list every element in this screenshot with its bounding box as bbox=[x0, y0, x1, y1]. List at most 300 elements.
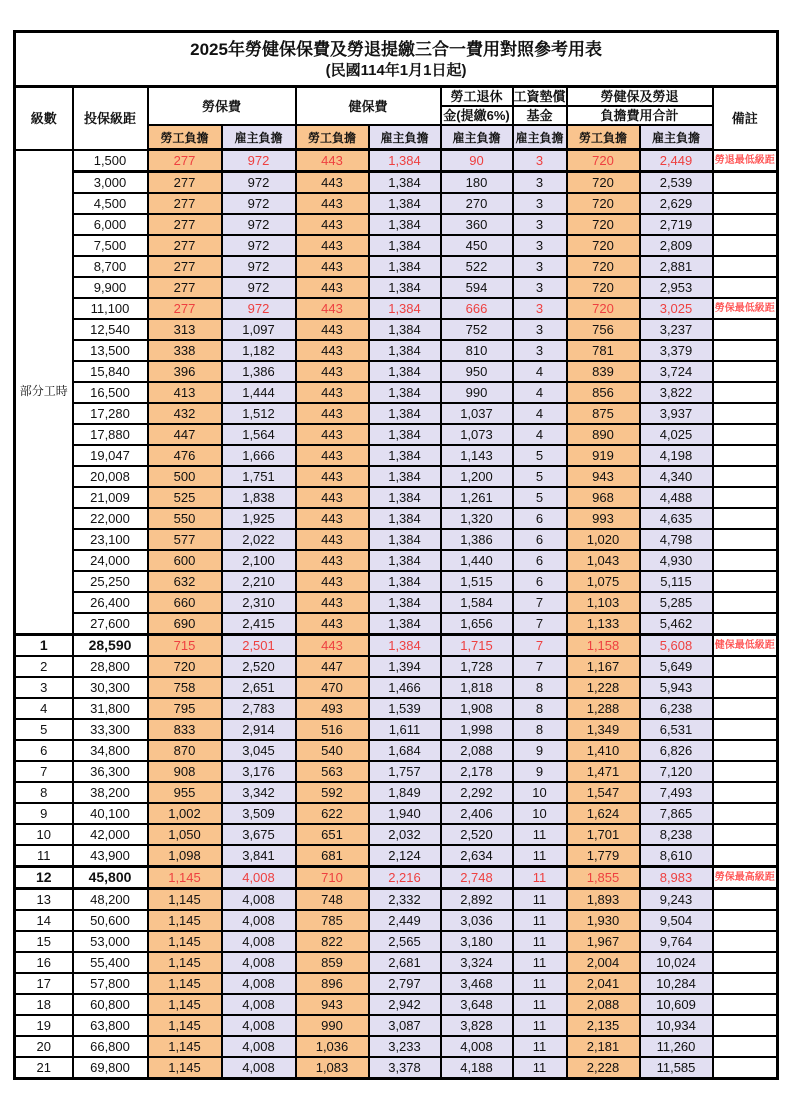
note-cell bbox=[713, 677, 778, 698]
value-cell: 443 bbox=[296, 319, 369, 340]
value-cell: 1,320 bbox=[441, 508, 513, 529]
value-cell: 1,410 bbox=[567, 740, 640, 761]
value-cell: 1,384 bbox=[369, 172, 441, 194]
value-cell: 810 bbox=[441, 340, 513, 361]
value-cell: 1,394 bbox=[369, 656, 441, 677]
value-cell: 1,666 bbox=[222, 445, 296, 466]
value-cell: 1,037 bbox=[441, 403, 513, 424]
value-cell: 4,008 bbox=[222, 931, 296, 952]
note-cell bbox=[713, 256, 778, 277]
value-cell: 11 bbox=[513, 845, 567, 867]
value-cell: 3,237 bbox=[640, 319, 713, 340]
value-cell: 4,198 bbox=[640, 445, 713, 466]
level-cell: 12 bbox=[15, 867, 73, 889]
value-cell: 720 bbox=[567, 193, 640, 214]
value-cell: 993 bbox=[567, 508, 640, 529]
note-cell bbox=[713, 487, 778, 508]
subheader-labor-employee: 勞工負擔 bbox=[148, 125, 222, 150]
value-cell: 443 bbox=[296, 445, 369, 466]
value-cell: 3,180 bbox=[441, 931, 513, 952]
value-cell: 1,075 bbox=[567, 571, 640, 592]
value-cell: 1,349 bbox=[567, 719, 640, 740]
table-row bbox=[15, 761, 778, 782]
value-cell: 443 bbox=[296, 508, 369, 529]
note-cell bbox=[713, 824, 778, 845]
value-cell: 277 bbox=[148, 256, 222, 277]
level-cell: 4 bbox=[15, 698, 73, 719]
note-cell bbox=[713, 613, 778, 635]
value-cell: 1,701 bbox=[567, 824, 640, 845]
value-cell: 4 bbox=[513, 424, 567, 445]
value-cell: 1,002 bbox=[148, 803, 222, 824]
value-cell: 2,953 bbox=[640, 277, 713, 298]
value-cell: 516 bbox=[296, 719, 369, 740]
value-cell: 6 bbox=[513, 571, 567, 592]
value-cell: 1,384 bbox=[369, 508, 441, 529]
value-cell: 90 bbox=[441, 150, 513, 172]
value-cell: 2,100 bbox=[222, 550, 296, 571]
value-cell: 972 bbox=[222, 172, 296, 194]
value-cell: 270 bbox=[441, 193, 513, 214]
value-cell: 2,748 bbox=[441, 867, 513, 889]
value-cell: 1,384 bbox=[369, 193, 441, 214]
subheader-retirement-employer: 雇主負擔 bbox=[441, 125, 513, 150]
value-cell: 720 bbox=[567, 172, 640, 194]
subheader-health-employer: 雇主負擔 bbox=[369, 125, 441, 150]
value-cell: 360 bbox=[441, 214, 513, 235]
value-cell: 1,384 bbox=[369, 235, 441, 256]
value-cell: 720 bbox=[567, 214, 640, 235]
value-cell: 2,719 bbox=[640, 214, 713, 235]
value-cell: 4,008 bbox=[222, 1057, 296, 1079]
value-cell: 11 bbox=[513, 910, 567, 931]
value-cell: 11 bbox=[513, 1036, 567, 1057]
table-row bbox=[15, 782, 778, 803]
value-cell: 7 bbox=[513, 635, 567, 657]
note-cell bbox=[713, 952, 778, 973]
note-cell bbox=[713, 403, 778, 424]
value-cell: 443 bbox=[296, 256, 369, 277]
table-row bbox=[15, 973, 778, 994]
value-cell: 2,210 bbox=[222, 571, 296, 592]
value-cell: 972 bbox=[222, 256, 296, 277]
value-cell: 3 bbox=[513, 256, 567, 277]
value-cell: 1,539 bbox=[369, 698, 441, 719]
value-cell: 720 bbox=[148, 656, 222, 677]
table-row bbox=[15, 910, 778, 931]
note-cell bbox=[713, 277, 778, 298]
note-cell: 勞退最低級距 bbox=[713, 150, 778, 172]
salary-cell: 28,590 bbox=[73, 635, 148, 657]
salary-cell: 69,800 bbox=[73, 1057, 148, 1079]
value-cell: 955 bbox=[148, 782, 222, 803]
table-row bbox=[15, 635, 778, 657]
value-cell: 7,120 bbox=[640, 761, 713, 782]
subheader-total-employee: 勞工負擔 bbox=[567, 125, 640, 150]
salary-cell: 22,000 bbox=[73, 508, 148, 529]
table-row bbox=[15, 656, 778, 677]
salary-cell: 7,500 bbox=[73, 235, 148, 256]
salary-cell: 57,800 bbox=[73, 973, 148, 994]
value-cell: 972 bbox=[222, 298, 296, 319]
value-cell: 1,143 bbox=[441, 445, 513, 466]
value-cell: 7,493 bbox=[640, 782, 713, 803]
value-cell: 3,379 bbox=[640, 340, 713, 361]
table-row bbox=[15, 1057, 778, 1079]
value-cell: 3 bbox=[513, 193, 567, 214]
value-cell: 563 bbox=[296, 761, 369, 782]
table-row bbox=[15, 214, 778, 235]
salary-cell: 16,500 bbox=[73, 382, 148, 403]
value-cell: 1,930 bbox=[567, 910, 640, 931]
value-cell: 5,608 bbox=[640, 635, 713, 657]
value-cell: 1,656 bbox=[441, 613, 513, 635]
value-cell: 720 bbox=[567, 256, 640, 277]
table-row bbox=[15, 592, 778, 613]
value-cell: 756 bbox=[567, 319, 640, 340]
salary-cell: 40,100 bbox=[73, 803, 148, 824]
value-cell: 1,384 bbox=[369, 445, 441, 466]
salary-cell: 13,500 bbox=[73, 340, 148, 361]
value-cell: 3 bbox=[513, 172, 567, 194]
value-cell: 1,384 bbox=[369, 214, 441, 235]
value-cell: 1,893 bbox=[567, 889, 640, 911]
note-cell bbox=[713, 361, 778, 382]
value-cell: 2,135 bbox=[567, 1015, 640, 1036]
value-cell: 2,088 bbox=[441, 740, 513, 761]
value-cell: 1,384 bbox=[369, 571, 441, 592]
value-cell: 4,798 bbox=[640, 529, 713, 550]
table-row bbox=[15, 529, 778, 550]
value-cell: 4,340 bbox=[640, 466, 713, 487]
value-cell: 500 bbox=[148, 466, 222, 487]
page-subtitle: (民國114年1月1日起) bbox=[325, 62, 467, 80]
salary-cell: 3,000 bbox=[73, 172, 148, 194]
value-cell: 681 bbox=[296, 845, 369, 867]
value-cell: 10 bbox=[513, 803, 567, 824]
value-cell: 2,809 bbox=[640, 235, 713, 256]
value-cell: 4,008 bbox=[222, 867, 296, 889]
table-row bbox=[15, 719, 778, 740]
note-cell bbox=[713, 719, 778, 740]
table-row bbox=[15, 740, 778, 761]
value-cell: 443 bbox=[296, 529, 369, 550]
title-row bbox=[15, 32, 778, 87]
note-cell bbox=[713, 592, 778, 613]
value-cell: 896 bbox=[296, 973, 369, 994]
value-cell: 3,509 bbox=[222, 803, 296, 824]
salary-cell: 9,900 bbox=[73, 277, 148, 298]
value-cell: 1,384 bbox=[369, 424, 441, 445]
table-row bbox=[15, 824, 778, 845]
level-cell: 7 bbox=[15, 761, 73, 782]
value-cell: 1,036 bbox=[296, 1036, 369, 1057]
value-cell: 943 bbox=[567, 466, 640, 487]
note-cell bbox=[713, 529, 778, 550]
table-row bbox=[15, 803, 778, 824]
value-cell: 1,818 bbox=[441, 677, 513, 698]
value-cell: 2,181 bbox=[567, 1036, 640, 1057]
value-cell: 972 bbox=[222, 277, 296, 298]
value-cell: 1,384 bbox=[369, 361, 441, 382]
value-cell: 1,849 bbox=[369, 782, 441, 803]
value-cell: 313 bbox=[148, 319, 222, 340]
value-cell: 1,133 bbox=[567, 613, 640, 635]
value-cell: 1,515 bbox=[441, 571, 513, 592]
value-cell: 1,083 bbox=[296, 1057, 369, 1079]
note-cell bbox=[713, 319, 778, 340]
value-cell: 3,724 bbox=[640, 361, 713, 382]
value-cell: 1,757 bbox=[369, 761, 441, 782]
note-cell bbox=[713, 424, 778, 445]
value-cell: 450 bbox=[441, 235, 513, 256]
note-cell bbox=[713, 910, 778, 931]
table-row bbox=[15, 845, 778, 867]
level-cell: 21 bbox=[15, 1057, 73, 1079]
value-cell: 11 bbox=[513, 824, 567, 845]
value-cell: 785 bbox=[296, 910, 369, 931]
value-cell: 4,008 bbox=[222, 973, 296, 994]
value-cell: 1,838 bbox=[222, 487, 296, 508]
value-cell: 1,386 bbox=[441, 529, 513, 550]
value-cell: 1,384 bbox=[369, 592, 441, 613]
salary-cell: 8,700 bbox=[73, 256, 148, 277]
subheader-total-employer: 雇主負擔 bbox=[640, 125, 713, 150]
salary-cell: 43,900 bbox=[73, 845, 148, 867]
value-cell: 1,908 bbox=[441, 698, 513, 719]
note-cell bbox=[713, 550, 778, 571]
value-cell: 5,943 bbox=[640, 677, 713, 698]
value-cell: 10 bbox=[513, 782, 567, 803]
value-cell: 9 bbox=[513, 761, 567, 782]
value-cell: 972 bbox=[222, 214, 296, 235]
value-cell: 5,649 bbox=[640, 656, 713, 677]
value-cell: 1,611 bbox=[369, 719, 441, 740]
value-cell: 622 bbox=[296, 803, 369, 824]
col-header-salary: 投保級距 bbox=[73, 87, 148, 150]
value-cell: 950 bbox=[441, 361, 513, 382]
value-cell: 1,158 bbox=[567, 635, 640, 657]
value-cell: 1,384 bbox=[369, 466, 441, 487]
value-cell: 1,145 bbox=[148, 1036, 222, 1057]
value-cell: 3,841 bbox=[222, 845, 296, 867]
value-cell: 3 bbox=[513, 214, 567, 235]
value-cell: 4,008 bbox=[222, 952, 296, 973]
salary-cell: 25,250 bbox=[73, 571, 148, 592]
value-cell: 443 bbox=[296, 466, 369, 487]
level-cell: 17 bbox=[15, 973, 73, 994]
value-cell: 2,681 bbox=[369, 952, 441, 973]
value-cell: 2,228 bbox=[567, 1057, 640, 1079]
value-cell: 443 bbox=[296, 340, 369, 361]
value-cell: 3,036 bbox=[441, 910, 513, 931]
value-cell: 11 bbox=[513, 931, 567, 952]
value-cell: 443 bbox=[296, 424, 369, 445]
table-row bbox=[15, 150, 778, 172]
value-cell: 9,243 bbox=[640, 889, 713, 911]
value-cell: 4,188 bbox=[441, 1057, 513, 1079]
salary-cell: 50,600 bbox=[73, 910, 148, 931]
value-cell: 1,098 bbox=[148, 845, 222, 867]
table-row bbox=[15, 298, 778, 319]
value-cell: 1,384 bbox=[369, 635, 441, 657]
value-cell: 4 bbox=[513, 382, 567, 403]
value-cell: 9,764 bbox=[640, 931, 713, 952]
value-cell: 277 bbox=[148, 150, 222, 172]
value-cell: 710 bbox=[296, 867, 369, 889]
value-cell: 1,564 bbox=[222, 424, 296, 445]
value-cell: 540 bbox=[296, 740, 369, 761]
value-cell: 990 bbox=[296, 1015, 369, 1036]
value-cell: 2,022 bbox=[222, 529, 296, 550]
table-row bbox=[15, 889, 778, 911]
value-cell: 781 bbox=[567, 340, 640, 361]
value-cell: 2,041 bbox=[567, 973, 640, 994]
value-cell: 972 bbox=[222, 193, 296, 214]
value-cell: 1,097 bbox=[222, 319, 296, 340]
value-cell: 443 bbox=[296, 361, 369, 382]
value-cell: 1,145 bbox=[148, 867, 222, 889]
value-cell: 1,145 bbox=[148, 952, 222, 973]
value-cell: 972 bbox=[222, 235, 296, 256]
value-cell: 2,310 bbox=[222, 592, 296, 613]
value-cell: 2,942 bbox=[369, 994, 441, 1015]
value-cell: 443 bbox=[296, 550, 369, 571]
col-header-level: 級數 bbox=[15, 87, 73, 150]
value-cell: 1,684 bbox=[369, 740, 441, 761]
value-cell: 1,855 bbox=[567, 867, 640, 889]
value-cell: 1,145 bbox=[148, 910, 222, 931]
value-cell: 752 bbox=[441, 319, 513, 340]
value-cell: 6 bbox=[513, 508, 567, 529]
value-cell: 1,728 bbox=[441, 656, 513, 677]
value-cell: 720 bbox=[567, 298, 640, 319]
value-cell: 277 bbox=[148, 277, 222, 298]
value-cell: 443 bbox=[296, 571, 369, 592]
value-cell: 9 bbox=[513, 740, 567, 761]
value-cell: 3,648 bbox=[441, 994, 513, 1015]
value-cell: 443 bbox=[296, 150, 369, 172]
value-cell: 875 bbox=[567, 403, 640, 424]
value-cell: 522 bbox=[441, 256, 513, 277]
table-row bbox=[15, 677, 778, 698]
value-cell: 1,261 bbox=[441, 487, 513, 508]
value-cell: 1,384 bbox=[369, 277, 441, 298]
note-cell bbox=[713, 782, 778, 803]
table-row bbox=[15, 466, 778, 487]
value-cell: 1,050 bbox=[148, 824, 222, 845]
value-cell: 919 bbox=[567, 445, 640, 466]
value-cell: 3,822 bbox=[640, 382, 713, 403]
col-header-note: 備註 bbox=[713, 87, 778, 150]
value-cell: 8 bbox=[513, 698, 567, 719]
level-cell: 11 bbox=[15, 845, 73, 867]
value-cell: 338 bbox=[148, 340, 222, 361]
value-cell: 1,624 bbox=[567, 803, 640, 824]
note-cell bbox=[713, 193, 778, 214]
value-cell: 447 bbox=[148, 424, 222, 445]
salary-cell: 19,047 bbox=[73, 445, 148, 466]
value-cell: 1,779 bbox=[567, 845, 640, 867]
note-cell bbox=[713, 571, 778, 592]
value-cell: 3,233 bbox=[369, 1036, 441, 1057]
value-cell: 11 bbox=[513, 973, 567, 994]
value-cell: 3,045 bbox=[222, 740, 296, 761]
value-cell: 2,783 bbox=[222, 698, 296, 719]
value-cell: 5,462 bbox=[640, 613, 713, 635]
col-header-total-line1: 勞健保及勞退 bbox=[567, 87, 713, 107]
value-cell: 11,260 bbox=[640, 1036, 713, 1057]
subheader-wage-fund-employer: 雇主負擔 bbox=[513, 125, 567, 150]
note-cell bbox=[713, 994, 778, 1015]
value-cell: 822 bbox=[296, 931, 369, 952]
table-row bbox=[15, 508, 778, 529]
value-cell: 720 bbox=[567, 235, 640, 256]
value-cell: 443 bbox=[296, 613, 369, 635]
table-row bbox=[15, 994, 778, 1015]
value-cell: 10,024 bbox=[640, 952, 713, 973]
value-cell: 8,610 bbox=[640, 845, 713, 867]
value-cell: 4,930 bbox=[640, 550, 713, 571]
salary-cell: 15,840 bbox=[73, 361, 148, 382]
salary-cell: 28,800 bbox=[73, 656, 148, 677]
note-cell bbox=[713, 508, 778, 529]
value-cell: 5 bbox=[513, 466, 567, 487]
value-cell: 2,292 bbox=[441, 782, 513, 803]
value-cell: 10,609 bbox=[640, 994, 713, 1015]
table-row bbox=[15, 867, 778, 889]
salary-cell: 34,800 bbox=[73, 740, 148, 761]
value-cell: 1,043 bbox=[567, 550, 640, 571]
table-row bbox=[15, 931, 778, 952]
table-row bbox=[15, 1036, 778, 1057]
value-cell: 277 bbox=[148, 235, 222, 256]
note-cell bbox=[713, 1036, 778, 1057]
value-cell: 1,512 bbox=[222, 403, 296, 424]
level-cell: 5 bbox=[15, 719, 73, 740]
value-cell: 3,342 bbox=[222, 782, 296, 803]
salary-cell: 21,009 bbox=[73, 487, 148, 508]
value-cell: 180 bbox=[441, 172, 513, 194]
col-header-retirement-line2: 金(提繳6%) bbox=[441, 106, 513, 125]
value-cell: 7 bbox=[513, 656, 567, 677]
value-cell: 1,182 bbox=[222, 340, 296, 361]
table-row bbox=[15, 382, 778, 403]
level-cell: 13 bbox=[15, 889, 73, 911]
value-cell: 3 bbox=[513, 235, 567, 256]
level-cell: 部分工時 bbox=[15, 150, 73, 635]
value-cell: 839 bbox=[567, 361, 640, 382]
value-cell: 2,629 bbox=[640, 193, 713, 214]
value-cell: 447 bbox=[296, 656, 369, 677]
value-cell: 443 bbox=[296, 235, 369, 256]
value-cell: 2,520 bbox=[222, 656, 296, 677]
value-cell: 2,216 bbox=[369, 867, 441, 889]
value-cell: 3,176 bbox=[222, 761, 296, 782]
salary-cell: 20,008 bbox=[73, 466, 148, 487]
salary-cell: 17,880 bbox=[73, 424, 148, 445]
level-cell: 16 bbox=[15, 952, 73, 973]
value-cell: 7 bbox=[513, 592, 567, 613]
fee-table bbox=[13, 30, 779, 1080]
note-cell bbox=[713, 803, 778, 824]
value-cell: 443 bbox=[296, 172, 369, 194]
value-cell: 3,324 bbox=[441, 952, 513, 973]
level-cell: 3 bbox=[15, 677, 73, 698]
value-cell: 4,635 bbox=[640, 508, 713, 529]
note-cell bbox=[713, 889, 778, 911]
value-cell: 758 bbox=[148, 677, 222, 698]
